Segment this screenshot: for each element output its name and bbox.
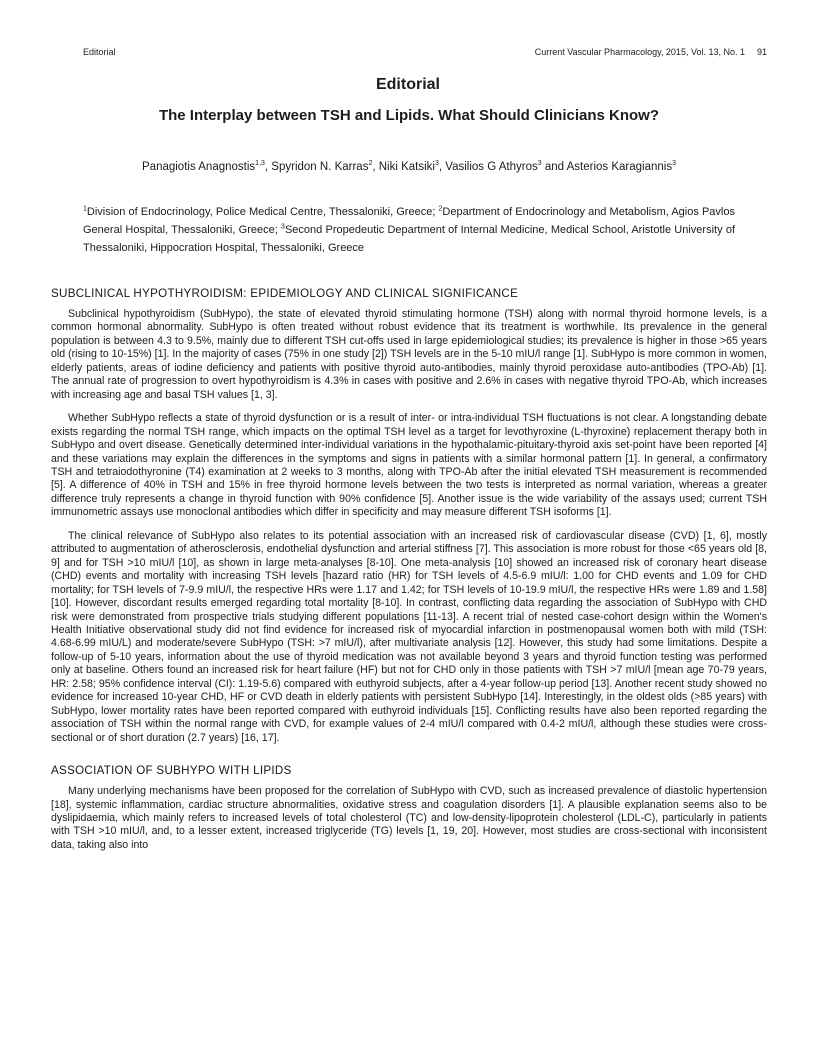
author-name: Panagiotis Anagnostis [142,161,256,173]
page-number: 91 [756,47,767,57]
author-name: Niki Katsiki [378,161,435,173]
author-separator: , [372,161,379,173]
author-affiliation-superscript: 3 [672,160,676,168]
paragraph: Many underlying mechanisms have been proposed for the correlation of SubHypo with CVD, such as increased prevalence of diastolic hypertension [18], systemic inflammation, cardiac structure abnormalities, oxidative stress and coagulation disorders [1]. A plausible explanation seems also to be dyslipidaemia, which mainly refers to increased levels of total cholesterol (TC) and low-density-lipoprotein cholesterol (LDL-C), particularly in patients with TSH >10 mIU/l, and, to a lesser extent, increased triglyceride (TG) levels [1, 19, 20]. However, most studies are cross-sectional with inconsistent data, taking also into [51,785,767,851]
affiliation-number: 2 [438,205,443,213]
author-affiliation-superscript: 1,3 [255,160,265,168]
running-head-citation [535,47,767,57]
affiliation-number: 1 [83,205,87,213]
affiliation-text: Department of Endocrinology and Metabolism, Agios Pavlos General Hospital, Thessaloniki, Greece; [83,206,735,236]
author-separator: , [438,161,446,173]
author-affiliation-superscript: 2 [368,160,373,168]
author-list [83,161,735,173]
editorial-kicker: Editorial [375,76,440,93]
author-affiliation-superscript: 3 [434,160,439,168]
running-head [83,47,767,57]
affiliation-text: Division of Endocrinology, Police Medical Centre, Thessaloniki, Greece; [86,206,439,218]
running-head-section: Editorial [83,47,116,57]
section-heading-subclinical-hypothyroidism: SUBCLINICAL HYPOTHYROIDISM: EPIDEMIOLOGY AND CLINICAL SIGNIFICANCE [51,287,519,300]
author-affiliation-superscript: 3 [537,160,542,168]
author-name: Asterios Karagiannis [566,161,673,173]
author-name: Spyridon N. Karras [271,161,369,173]
paragraph: Whether SubHypo reflects a state of thyroid dysfunction or is a result of inter- or intra-individual TSH fluctuations is not clear. A longstanding debate exists regarding the normal TSH range, which impacts on the optimal TSH level as a target for levothyroxine (L-thyroxine) replacement therapy both in SubHypo and overt disease. Genetically determined inter-individual variations in the hypothalamic-pituitary-thyroid axis set-point have been reported [4] and these variations may explain the differences in the symptoms and signs in patients with a similar hormonal pattern [1]. In general, a confirmatory TSH and tetraiodothyronine (T4) examination at 2 weeks to 3 months, along with TPO-Ab after the initial elevated TSH measurement is recommended [5]. A difference of 40% in TSH and 15% in free thyroid hormone levels between the two tests is interpreted as normal variation, whereas a greater difference truly represents a change in thyroid function with 90% confidence [5]. Another issue is the wide variability of the assays used; current TSH immunometric assays use monoclonal antibodies which differ in specificity and may measure different TSH isoforms [1]. [51,412,767,519]
affiliation-number: 3 [281,223,285,231]
author [142,161,271,173]
paragraph: The clinical relevance of SubHypo also relates to its potential association with an increased risk of cardiovascular disease (CVD) [1, 6], mostly attributed to augmentation of atherosclerosis, endothelial dysfunction and arterial stiffness [7]. This association is more robust for those <65 years old [8, 9] and for TSH >10 mIU/l [10], as shown in large meta-analyses [8-10]. One meta-analysis [10] showed an increased risk of coronary heart disease (CHD) events and mortality with increasing TSH levels [hazard ratio (HR) for TSH levels of 4.5-6.9 mIU/l: 1.00 for CHD events and 1.09 for CHD mortality; for TSH levels of 7-9.9 mIU/l, the respective HRs were 1.17 and 1.42; for TSH levels of 10-19.9 mIU/l, the respective HRs were 1.89 and 1.58] [10]. However, discordant results emerged regarding total mortality [8-10]. In contrast, conflicting data regarding the association of SubHypo with CHD risk were demonstrated from prospective trials studying different populations [11-13]. A recent trial of nested case-cohort design within the Women's Health Initiative observational study did not find evidence for increased risk of myocardial infarction in postmenopausal women both with mild (TSH: 4.68-6.99 mIU/L) and moderate/severe SubHypo (TSH: >7 mIU/l), after multivariate analysis [12]. However, this study had some limitations. Despite a follow-up of 5-10 years, information about the use of thyroid medication was not available beyond 3 years and thyroid function testing was performed only at baseline. Others found an increased risk for heart failure (HF) but not for CHD only in those patients with TSH >7 mIU/l [mean age 70-79 years, HR: 2.58; 95% confidence interval (CI): 1.19-5.6) compared with euthyroid subjects, after a 4-year follow-up period [13]. Another recent study showed no evidence for increased 10-year CHD, HF or CVD death in elderly patients with persistent SubHypo [14]. Interestingly, in the oldest olds (>85 years) with SubHypo, lower mortality rates have been reported compared with euthyroid individuals [15]. Conflicting results have also been reported regarding the association of TSH within the normal range with CVD, for example values of 2-4 mIU/l compared with 0.4-2 mIU/l, although these studies were cross-sectional or of short duration (2.7 years) [16, 17]. [51,529,767,744]
affiliation-text: Second Propedeutic Department of Internal Medicine, Medical School, Aristotle University of Thessaloniki, Hippocration Hospital, Thessaloniki, Greece [83,224,736,254]
author [445,161,566,173]
paragraph: Subclinical hypothyroidism (SubHypo), the state of elevated thyroid stimulating hormone (TSH) along with normal thyroid hormone levels, is a common hormonal abnormality. SubHypo is often treated without robust evidence that its treatment is worthwhile. Its prevalence in the general population is between 4.3 to 9.5%, mainly due to different TSH cut-offs used in large epidemiological studies; its prevalence is higher in those >65 years old (rising to 10-15%) [1]. In the majority of cases (75% in one study [2]) TSH levels are in the 5-10 mIU/l range [1]. SubHypo is more common in women, elderly patients, areas of iodine deficiency and patients with positive thyroid auto-antibodies, mainly thyroid peroxidase auto-antibodies (TPO-Ab) [1]. The annual rate of progression to overt hypothyroidism is 4.3% in cases with positive and 2.6% in cases with negative thyroid TPO-Ab, which increases with increasing age and basal TSH values [1, 3]. [51,308,767,401]
author-separator: and [541,161,567,173]
article-title: The Interplay between TSH and Lipids. What Should Clinicians Know? [158,107,660,124]
author [567,161,676,173]
author [379,161,446,173]
author [271,161,378,173]
section-heading-association-with-lipids: ASSOCIATION OF SUBHYPO WITH LIPIDS [51,764,292,778]
journal-citation: Current Vascular Pharmacology, 2015, Vol. 13, No. 1 [534,47,745,57]
affiliations [83,203,735,257]
affiliation [83,206,438,218]
author-name: Vasilios G Athyros [445,161,538,173]
author-separator: , [264,161,272,173]
article-body [51,287,767,862]
